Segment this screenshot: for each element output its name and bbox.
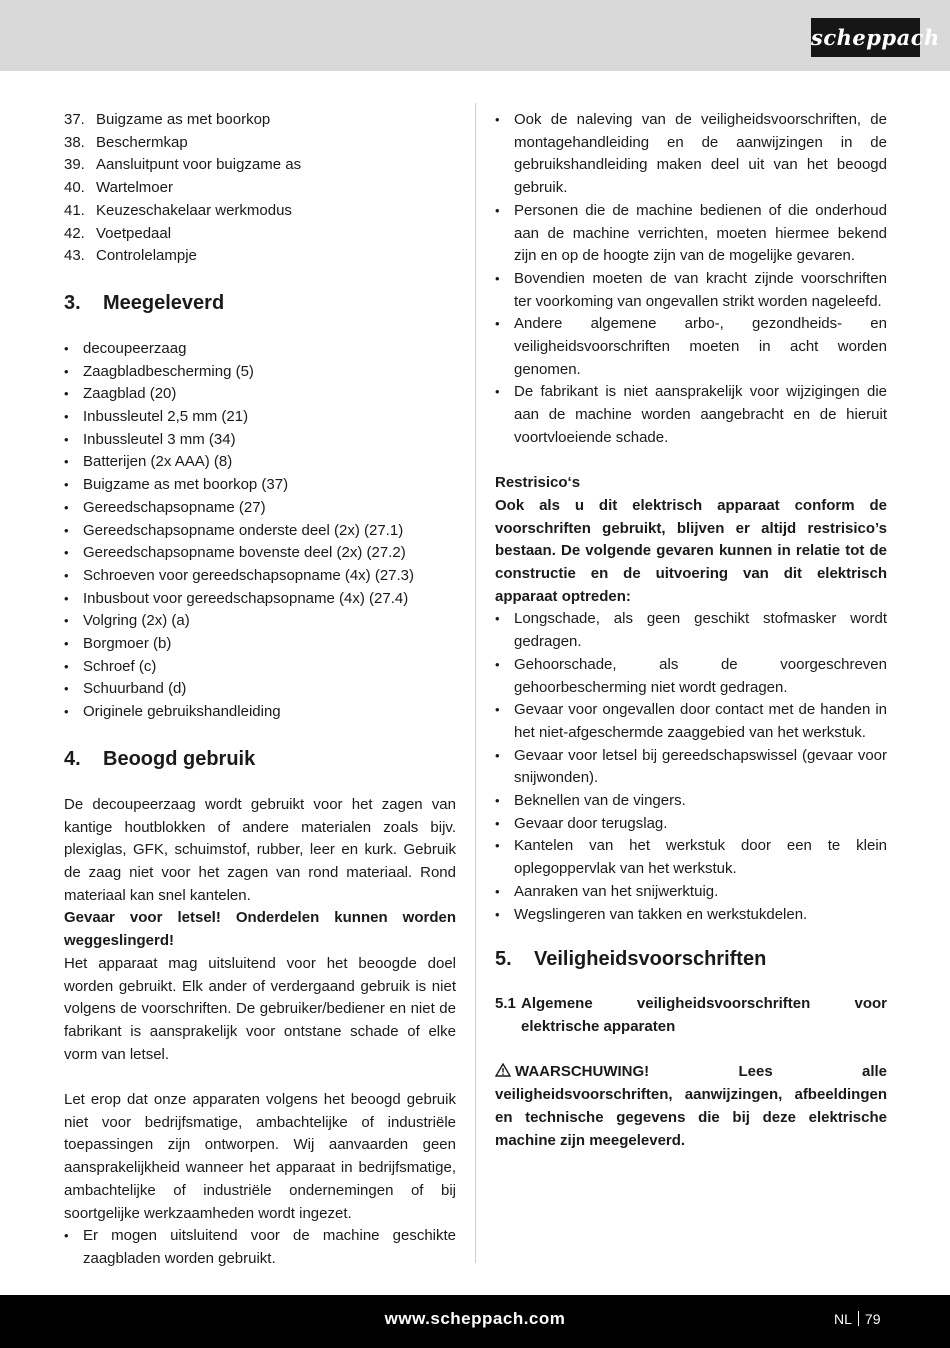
intended-use-bullet: • Andere algemene arbo-, gezondheids- en veiligheidsvoorschriften moeten in acht worden genomen. <box>495 313 887 381</box>
included-item: • Originele gebruikshandleiding <box>64 701 456 724</box>
part-number: 39. <box>64 156 85 174</box>
left-column <box>64 109 456 1271</box>
language-code: NL <box>834 1311 852 1327</box>
page-number: 79 <box>864 1311 881 1327</box>
included-item: • Zaagblad (20) <box>64 383 456 406</box>
residual-risk-item: • Wegslingeren van takken en werkstukdelen. <box>495 904 887 927</box>
warning-triangle-icon <box>495 1061 511 1084</box>
included-items-list <box>64 338 456 724</box>
intended-use-bullet: • De fabrikant is niet aansprakelijk voor wijzigingen die aan de machine worden aangebracht en de hieruit voortvloeiende schade. <box>495 381 887 449</box>
part-number: 38. <box>64 133 85 151</box>
included-item: • Borgmoer (b) <box>64 633 456 656</box>
part-label: Beschermkap <box>96 133 188 151</box>
intended-use-bullet: • Ook de naleving van de veiligheidsvoorschriften, de montagehandleiding en de aanwijzingen in de gebruikshandleiding maken deel uit van het beoogd gebruik. <box>495 109 887 200</box>
section-5-1-heading: 5.1 Algemene veiligheidsvoorschriften voor elektrische apparaten <box>495 995 887 1035</box>
parts-list-item <box>64 132 456 155</box>
page-separator <box>858 1311 859 1326</box>
parts-list-item <box>64 200 456 223</box>
residual-risk-item: • Gevaar door terugslag. <box>495 813 887 836</box>
residual-risk-item: • Gevaar voor ongevallen door contact met de handen in het niet-afgeschermde zaaggebied van het werkstuk. <box>495 699 887 744</box>
intended-use-bullets-right <box>495 109 887 450</box>
parts-list-item <box>64 223 456 246</box>
footer-bar <box>0 1295 950 1348</box>
included-item: • Zaagbladbescherming (5) <box>64 361 456 384</box>
residual-risk-item: • Gevaar voor letsel bij gereedschapswissel (gevaar voor snijwonden). <box>495 745 887 790</box>
parts-list-item <box>64 177 456 200</box>
intended-use-paragraph: De decoupeerzaag wordt gebruikt voor het zagen van kantige houtblokken of andere materialen zoals bijv. plexiglas, GFK, schuimstof, rubber, leer en kurk. Gebruik de zaag niet voor het zagen van rond materiaal. Rond materiaal kan snel kantelen. <box>64 795 456 904</box>
right-column <box>495 109 887 1152</box>
included-item: • Gereedschapsopname (27) <box>64 497 456 520</box>
section-5-heading: 5. Veiligheidsvoorschriften <box>495 948 767 971</box>
part-label: Keuzeschakelaar werkmodus <box>96 201 292 219</box>
column-divider <box>475 103 476 1263</box>
residual-risk-item: • Beknellen van de vingers. <box>495 790 887 813</box>
part-label: Voetpedaal <box>96 224 172 242</box>
included-item: • Inbussleutel 3 mm (34) <box>64 429 456 452</box>
general-warning: WAARSCHUWING! Lees alle veiligheidsvoorschriften, aanwijzingen, afbeeldingen en technische gegevens die bij deze elektrische machine zijn meegeleverd. <box>495 1063 887 1149</box>
scheppach-logo: scheppach <box>810 17 921 58</box>
website-link[interactable]: www.scheppach.com <box>384 1309 566 1328</box>
part-label: Buigzame as met boorkop <box>96 111 271 128</box>
parts-list <box>64 109 456 268</box>
section-4-heading: 4. Beoogd gebruik <box>64 747 256 770</box>
residual-risk-item: • Aanraken van het snijwerktuig. <box>495 881 887 904</box>
residual-risk-list <box>495 608 887 926</box>
residual-risk-item: • Longschade, als geen geschikt stofmasker wordt gedragen. <box>495 608 887 653</box>
part-label: Wartelmoer <box>96 179 173 197</box>
residual-risk-item: • Kantelen van het werkstuk door een te klein oplegoppervlak van het werkstuk. <box>495 835 887 880</box>
intended-use-bullet: • Bovendien moeten de van kracht zijnde voorschriften ter voorkoming van ongevallen strikt worden nageleefd. <box>495 268 887 313</box>
intended-use-bullet: • Er mogen uitsluitend voor de machine geschikte zaagbladen worden gebruikt. <box>64 1225 456 1270</box>
included-item: • decoupeerzaag <box>64 338 456 361</box>
part-label: Controlelampje <box>96 247 197 265</box>
commercial-use-paragraph: Let erop dat onze apparaten volgens het beoogd gebruik niet voor bedrijfsmatige, ambachtelijke of industriële toepassingen zijn ontworpen. Wij aanvaarden geen aansprakelijkheid wanneer het apparaat in bedrijfsmatige, ambachtelijke of industriële ondernemingen of bij soortgelijke werkzaamheden wordt ingezet. <box>64 1091 456 1222</box>
part-number: 41. <box>64 201 85 219</box>
included-item: • Schroef (c) <box>64 656 456 679</box>
residual-risk-item: • Gehoorschade, als de voorgeschreven gehoorbescherming niet wordt gedragen. <box>495 654 887 699</box>
included-item: • Gereedschapsopname onderste deel (2x) (27.1) <box>64 520 456 543</box>
included-item: • Volgring (2x) (a) <box>64 610 456 633</box>
section-3-heading: 3. Meegeleverd <box>64 291 225 314</box>
included-item: • Buigzame as met boorkop (37) <box>64 474 456 497</box>
parts-list-item <box>64 109 456 132</box>
included-item: • Inbussleutel 2,5 mm (21) <box>64 406 456 429</box>
part-number: 42. <box>64 224 85 242</box>
included-item: • Inbusbout voor gereedschapsopname (4x) (27.4) <box>64 588 456 611</box>
intended-use-bullets-left <box>64 1225 456 1270</box>
page-indicator <box>834 1311 880 1327</box>
liability-paragraph: Het apparaat mag uitsluitend voor het beoogde doel worden gebruikt. Elk ander of verdergaand gebruik is niet volgens de voorschriften. De gebruiker/bediener en niet de fabrikant is aansprakelijk voor ontstane schade of elke vorm van letsel. <box>64 954 456 1063</box>
parts-list-item <box>64 154 456 177</box>
part-number: 37. <box>64 111 85 128</box>
injury-warning: Gevaar voor letsel! Onderdelen kunnen worden weggeslingerd! <box>64 909 456 950</box>
included-item: • Gereedschapsopname bovenste deel (2x) (27.2) <box>64 542 456 565</box>
part-label: Aansluitpunt voor buigzame as <box>96 156 302 174</box>
part-number: 43. <box>64 247 85 265</box>
included-item: • Batterijen (2x AAA) (8) <box>64 451 456 474</box>
included-item: • Schuurband (d) <box>64 678 456 701</box>
parts-list-item <box>64 245 456 268</box>
included-item: • Schroeven voor gereedschapsopname (4x) (27.3) <box>64 565 456 588</box>
part-number: 40. <box>64 179 85 197</box>
residual-risk-intro: Ook als u dit elektrisch apparaat conform de voorschriften gebruikt, blijven er altijd restrisico’s bestaan. De volgende gevaren kunnen in relatie tot de constructie en de uitvoering van dit elektrisch apparaat optreden: <box>495 496 887 605</box>
residual-risk-heading: Restrisico‘s <box>495 474 581 492</box>
intended-use-bullet: • Personen die de machine bedienen of die onderhoud aan de machine verrichten, moeten hiermee bekend zijn en op de hoogte zijn van de mogelijke gevaren. <box>495 200 887 268</box>
header-bar <box>0 0 950 71</box>
